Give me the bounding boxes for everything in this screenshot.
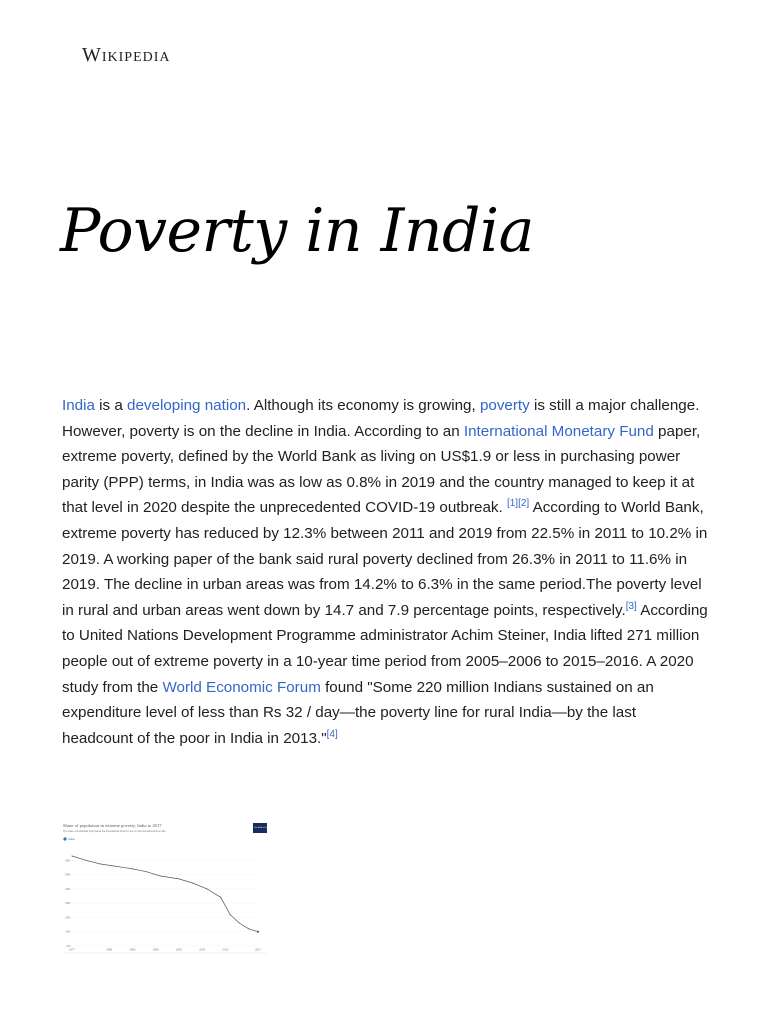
data-point (206, 888, 207, 889)
lead-text: . Although its economy is growing, (246, 397, 480, 414)
data-point (220, 897, 221, 898)
lead-text: is still a major challenge. However, poverty is on the decline in India. According to an (62, 397, 700, 440)
legend-label: India (68, 837, 75, 841)
poverty-line-chart[interactable] (60, 820, 270, 960)
link-india[interactable]: India (62, 397, 95, 414)
chart-background (60, 820, 270, 960)
data-point (239, 923, 240, 924)
x-tick-label: 2000 (176, 948, 182, 952)
y-tick-label: 30% (65, 902, 71, 906)
x-tick-label: 2005 (199, 948, 206, 952)
x-tick-label: 1985 (106, 948, 113, 952)
citation-1[interactable] (507, 498, 518, 509)
y-tick-label: 0% (66, 945, 71, 948)
data-point (132, 868, 133, 869)
link-developing-nation[interactable]: developing nation (127, 397, 247, 414)
link-international-monetary-fund[interactable]: International Monetary Fund (463, 422, 654, 440)
lead-text: According to World Bank, extreme poverty has reduced by 12.3% between 2011 and 2019 from 22.5% in 2011 to 10.2% in 2019. A working paper of the bank said rural poverty declined from 26.3% in 2011 to 11.6% in 2019. The decline in urban areas was from 14.2% to 6.3% in the same period.The poverty level in rural and urban areas went down by 14.7 and 7.9 percentage points, respectively. (62, 499, 708, 619)
series-end-marker (257, 931, 259, 933)
chart-thumbnail[interactable] (60, 820, 270, 960)
data-point (248, 928, 249, 929)
lead-text: found "Some 220 million Indians sustained on an expenditure level of less than Rs 32 / day—the poverty line for rural India—by the last headcount of the poor in India in 2013." (62, 678, 654, 747)
y-tick-label: 40% (65, 887, 71, 891)
citation-4[interactable] (327, 729, 338, 740)
data-point (99, 863, 100, 864)
link-world-economic-forum[interactable]: World Economic Forum (162, 678, 321, 696)
y-tick-label: 60% (65, 859, 71, 863)
y-tick-label: 50% (65, 873, 71, 877)
x-tick-label: 2017 (255, 948, 261, 952)
legend-marker (63, 837, 66, 840)
x-tick-label: 1995 (152, 948, 159, 952)
data-point (146, 871, 147, 872)
data-point (72, 856, 73, 857)
citation-link[interactable]: [4] (326, 728, 338, 740)
data-point (230, 914, 231, 915)
data-point (160, 876, 161, 877)
lead-text: According to United Nations Development Programme administrator Achim Steiner, India lifted 271 million people out of extreme poverty in a 10-year time period from 2005–2006 to 2015–2016. A 2020 study from the (62, 601, 708, 696)
link-poverty[interactable]: poverty (479, 397, 530, 414)
x-tick-label: 1990 (129, 948, 136, 952)
chart-subtitle: The share of individuals living below the International Poverty Line of 1.90 international-$ per day. (63, 830, 166, 833)
data-point (178, 878, 179, 879)
lead-text: is a (94, 397, 128, 414)
lead-paragraph (62, 393, 710, 751)
x-tick-label: 2010 (222, 948, 229, 952)
citation-link[interactable]: [1] (506, 498, 519, 510)
citation-link[interactable]: [2] (518, 498, 530, 510)
x-tick-label: 1977 (69, 948, 75, 952)
citation-3[interactable] (626, 601, 637, 612)
chart-title: Share of population in extreme poverty, India to 2017 (63, 823, 162, 828)
chart-badge-text: Our World in Data (254, 827, 269, 829)
lead-text: paper, extreme poverty, defined by the World Bank as living on US$1.9 or less in purchasing power parity (PPP) terms, in India was as low as 0.8% in 2019 and the country managed to keep it at that level in 2020 despite the unprecedented COVID-19 outbreak. (62, 422, 701, 517)
data-point (85, 860, 86, 861)
citation-link[interactable]: [3] (625, 600, 637, 612)
data-point (113, 866, 114, 867)
data-point (192, 883, 193, 884)
y-tick-label: 20% (65, 916, 71, 920)
y-tick-label: 10% (65, 930, 71, 934)
page-title: Poverty in India (60, 196, 534, 266)
citation-2[interactable] (518, 498, 529, 509)
wikipedia-wordmark[interactable]: Wikipedia (82, 44, 171, 66)
